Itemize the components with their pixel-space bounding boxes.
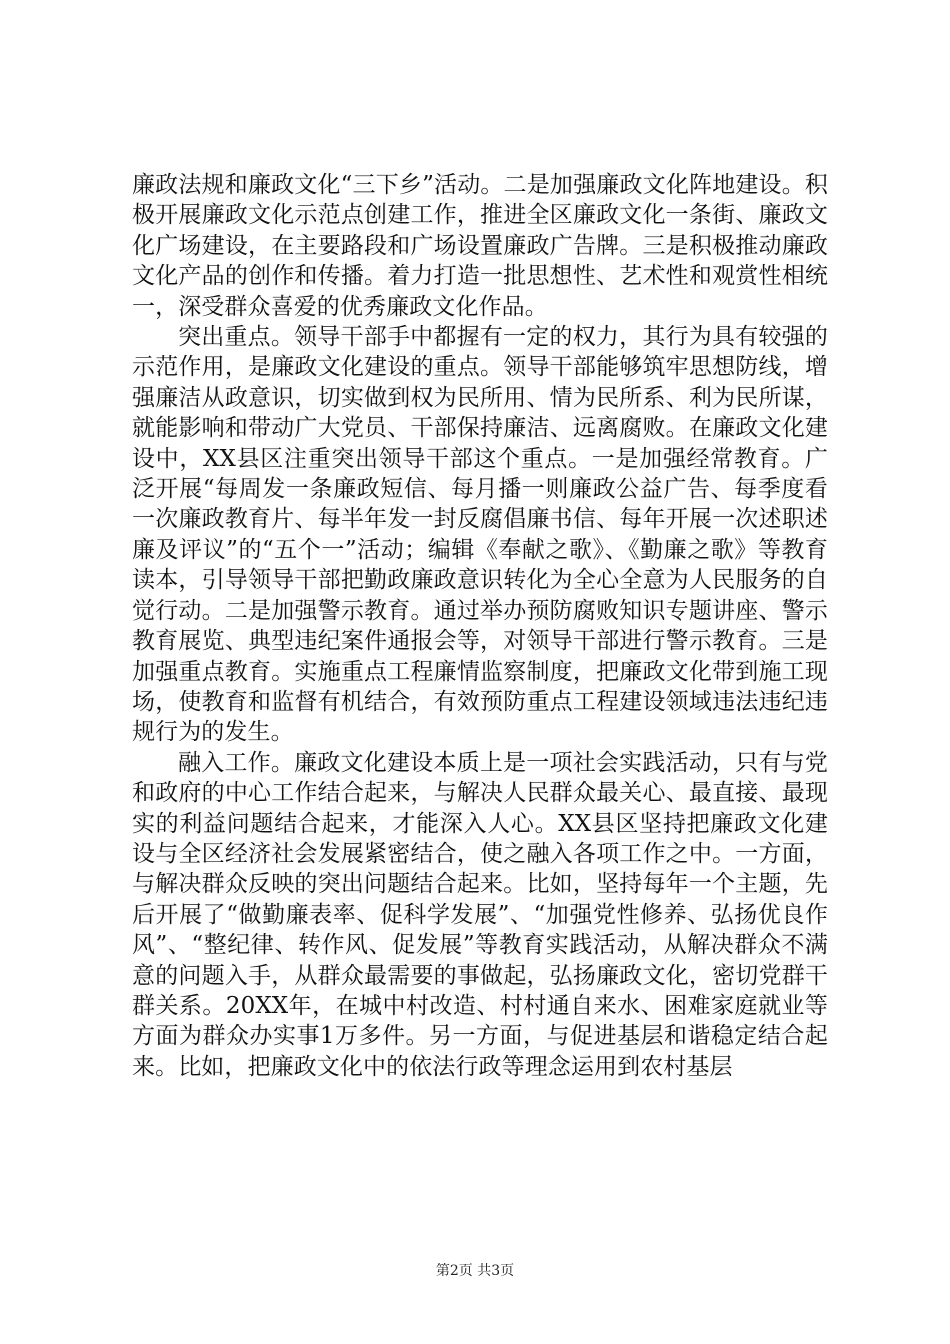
paragraph-continuation: 廉政法规和廉政文化“三下乡”活动。二是加强廉政文化阵地建设。积极开展廉政文化示范点创建工作，推进全区廉政文化一条街、廉政文化广场建设，在主要路段和广场设置廉政广告牌。三是积极推动廉政文化产品的创作和传播。着力打造一批思想性、艺术性和观赏性相统一，深受群众喜爱的优秀廉政文化作品。 (132, 172, 828, 320)
paragraph-highlight-focus: 突出重点。领导干部手中都握有一定的权力，其行为具有较强的示范作用，是廉政文化建设的重点。领导干部能够筑牢思想防线，增强廉洁从政意识，切实做到权为民所用、情为民所系、利为民所谋，就能影响和带动广大党员、干部保持廉洁、远离腐败。在廉政文化建设中，XX县区注重突出领导干部这个重点。一是加强经常教育。广泛开展“每周发一条廉政短信、每月播一则廉政公益广告、每季度看一次廉政教育片、每半年发一封反腐倡廉书信、每年开展一次述职述廉及评议”的“五个一”活动；编辑《奉献之歌》、《勤廉之歌》等教育读本，引导领导干部把勤政廉政意识转化为全心全意为人民服务的自觉行动。二是加强警示教育。通过举办预防腐败知识专题讲座、警示教育展览、典型违纪案件通报会等，对领导干部进行警示教育。三是加强重点教育。实施重点工程廉情监察制度，把廉政文化带到施工现场，使教育和监督有机结合，有效预防重点工程建设领域违法违纪违规行为的发生。 (132, 324, 828, 746)
document-body (132, 170, 828, 1082)
page-footer: 第2页 共3页 (435, 1263, 515, 1279)
paragraph-integrate-work: 融入工作。廉政文化建设本质上是一项社会实践活动，只有与党和政府的中心工作结合起来，与解决人民群众最关心、最直接、最现实的利益问题结合起来，才能深入人心。XX县区坚持把廉政文化建设与全区经济社会发展紧密结合，使之融入各项工作之中。一方面，与解决群众反映的突出问题结合起来。比如，坚持每年一个主题，先后开展了“做勤廉表率、促科学发展”、“加强党性修养、弘扬优良作风”、“整纪律、转作风、促发展”等教育实践活动，从解决群众不满意的问题入手，从群众最需要的事做起，弘扬廉政文化，密切党群干群关系。20XX年，在城中村改造、村村通自来水、困难家庭就业等方面为群众办实事1万多件。另一方面，与促进基层和谐稳定结合起来。比如，把廉政文化中的依法行政等理念运用到农村基层 (132, 749, 828, 1080)
